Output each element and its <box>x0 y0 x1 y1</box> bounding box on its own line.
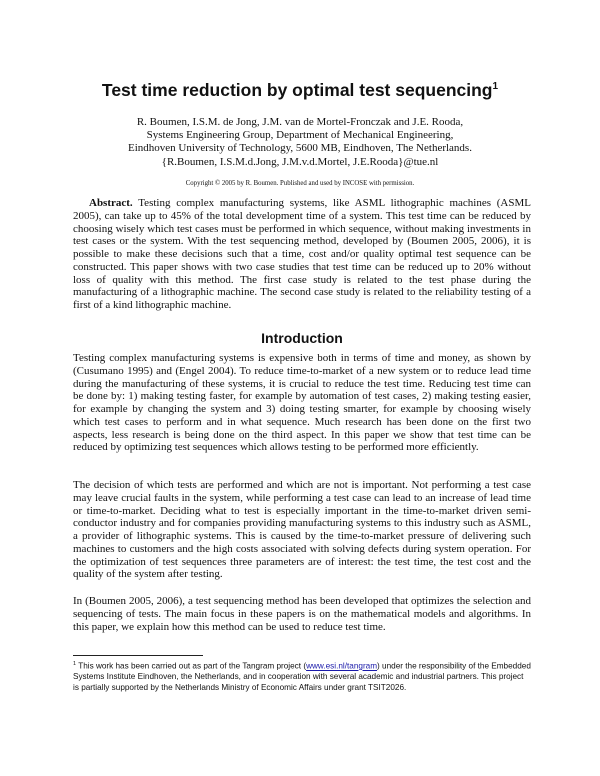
footnote <box>73 659 531 693</box>
intro-paragraph-2: The decision of which tests are performed and which are not is important. Not performing a test case may leave crucial faults in the system, while performing a test case can lead to an increase of lead time or time-to-market. Deciding what to test is especially important in the time-to-market driven semi-conductor industry and for companies providing manufacturing systems to this industry such as ASML, a provider of lithographic systems. This is caused by the time-to-market pressure of delivering such machines to customers and the high costs associated with solving defects during system operation. For the optimization of test sequences three parameters are of interest: the test time, the test cost and the quality of the system after testing. <box>73 479 531 581</box>
copyright-notice: Copyright © 2005 by R. Boumen. Published and used by INCOSE with permission. <box>185 180 415 187</box>
affiliation-line-2: Eindhoven University of Technology, 5600 MB, Eindhoven, The Netherlands. <box>128 142 472 155</box>
title-footnote-mark: 1 <box>492 81 499 93</box>
abstract-text: Testing complex manufacturing systems, like ASML lithographic machines (ASML 2005), can take up to 45% of the total development time of a system. This test time can be reduced by choosing wisely which test cases must be performed in which sequence, without making investments in test cases or the system. With the test sequencing method, developed by (Boumen 2005, 2006), it is possible to make these decisions such that a time, cost and/or quality optimal test sequence can be constructed. This paper shows with two case studies that test time can be reduced up to 20% without loss of quality with this method. The first case study is related to the test phase during the manufacturing of a lithographic machine. The second case study is related to the reliability testing of a first of a kind lithographic machine. <box>73 197 531 311</box>
authors-line: R. Boumen, I.S.M. de Jong, J.M. van de Mortel-Fronczak and J.E. Rooda, <box>136 116 464 128</box>
author-emails: {R.Boumen, I.S.M.d.Jong, J.M.v.d.Mortel, J.E.Rooda}@tue.nl <box>161 155 439 168</box>
tangram-project-link[interactable]: www.esi.nl/tangram <box>306 661 378 671</box>
abstract <box>73 197 531 312</box>
footnote-text-end: ) under the responsibility of the Embedded Systems Institute Eindhoven, the Netherlands, and in cooperation with several academic and industrial partners. This project is partially supported by the Netherlands Ministry of Economic Affairs under grant TSIT2026. <box>73 661 531 692</box>
intro-paragraph-3: In (Boumen 2005, 2006), a test sequencing method has been developed that optimizes the selection and sequencing of tests. The main focus in these papers is on the mathematical models and algorithms. In this paper, we explain how this method can be used to reduce test time. <box>73 595 531 633</box>
paper-title-text: Test time reduction by optimal test sequencing <box>101 80 493 100</box>
section-heading-introduction: Introduction <box>261 330 343 346</box>
affiliation-line-1: Systems Engineering Group, Department of Mechanical Engineering, <box>146 129 454 142</box>
footnote-text-start: This work has been carried out as part of the Tangram project ( <box>78 661 307 671</box>
abstract-label: Abstract. <box>89 197 133 209</box>
paper-title <box>60 80 540 101</box>
footnote-divider <box>73 655 203 656</box>
author-block <box>60 116 540 169</box>
intro-paragraph-1: Testing complex manufacturing systems is expensive both in terms of time and money, as shown by (Cusumano 1995) and (Engel 2004). To reduce time-to-market of a new system or to reduce lead time during the manufacturing of these systems, it is crucial to reduce the test time. Reducing test time can be done by: 1) making testing faster, for example by automation of test cases, 2) making testing easier, for example by changing the system and 3) doing testing smarter, for example by choosing wisely which test cases to perform and in what sequence. Much research has been done on the first two aspects, less research is being done on the third aspect. In this paper we show that test time can be reduced by optimizing test sequences which allows testing to be performed more efficiently. <box>73 352 531 454</box>
footnote-mark: 1 <box>73 661 77 667</box>
